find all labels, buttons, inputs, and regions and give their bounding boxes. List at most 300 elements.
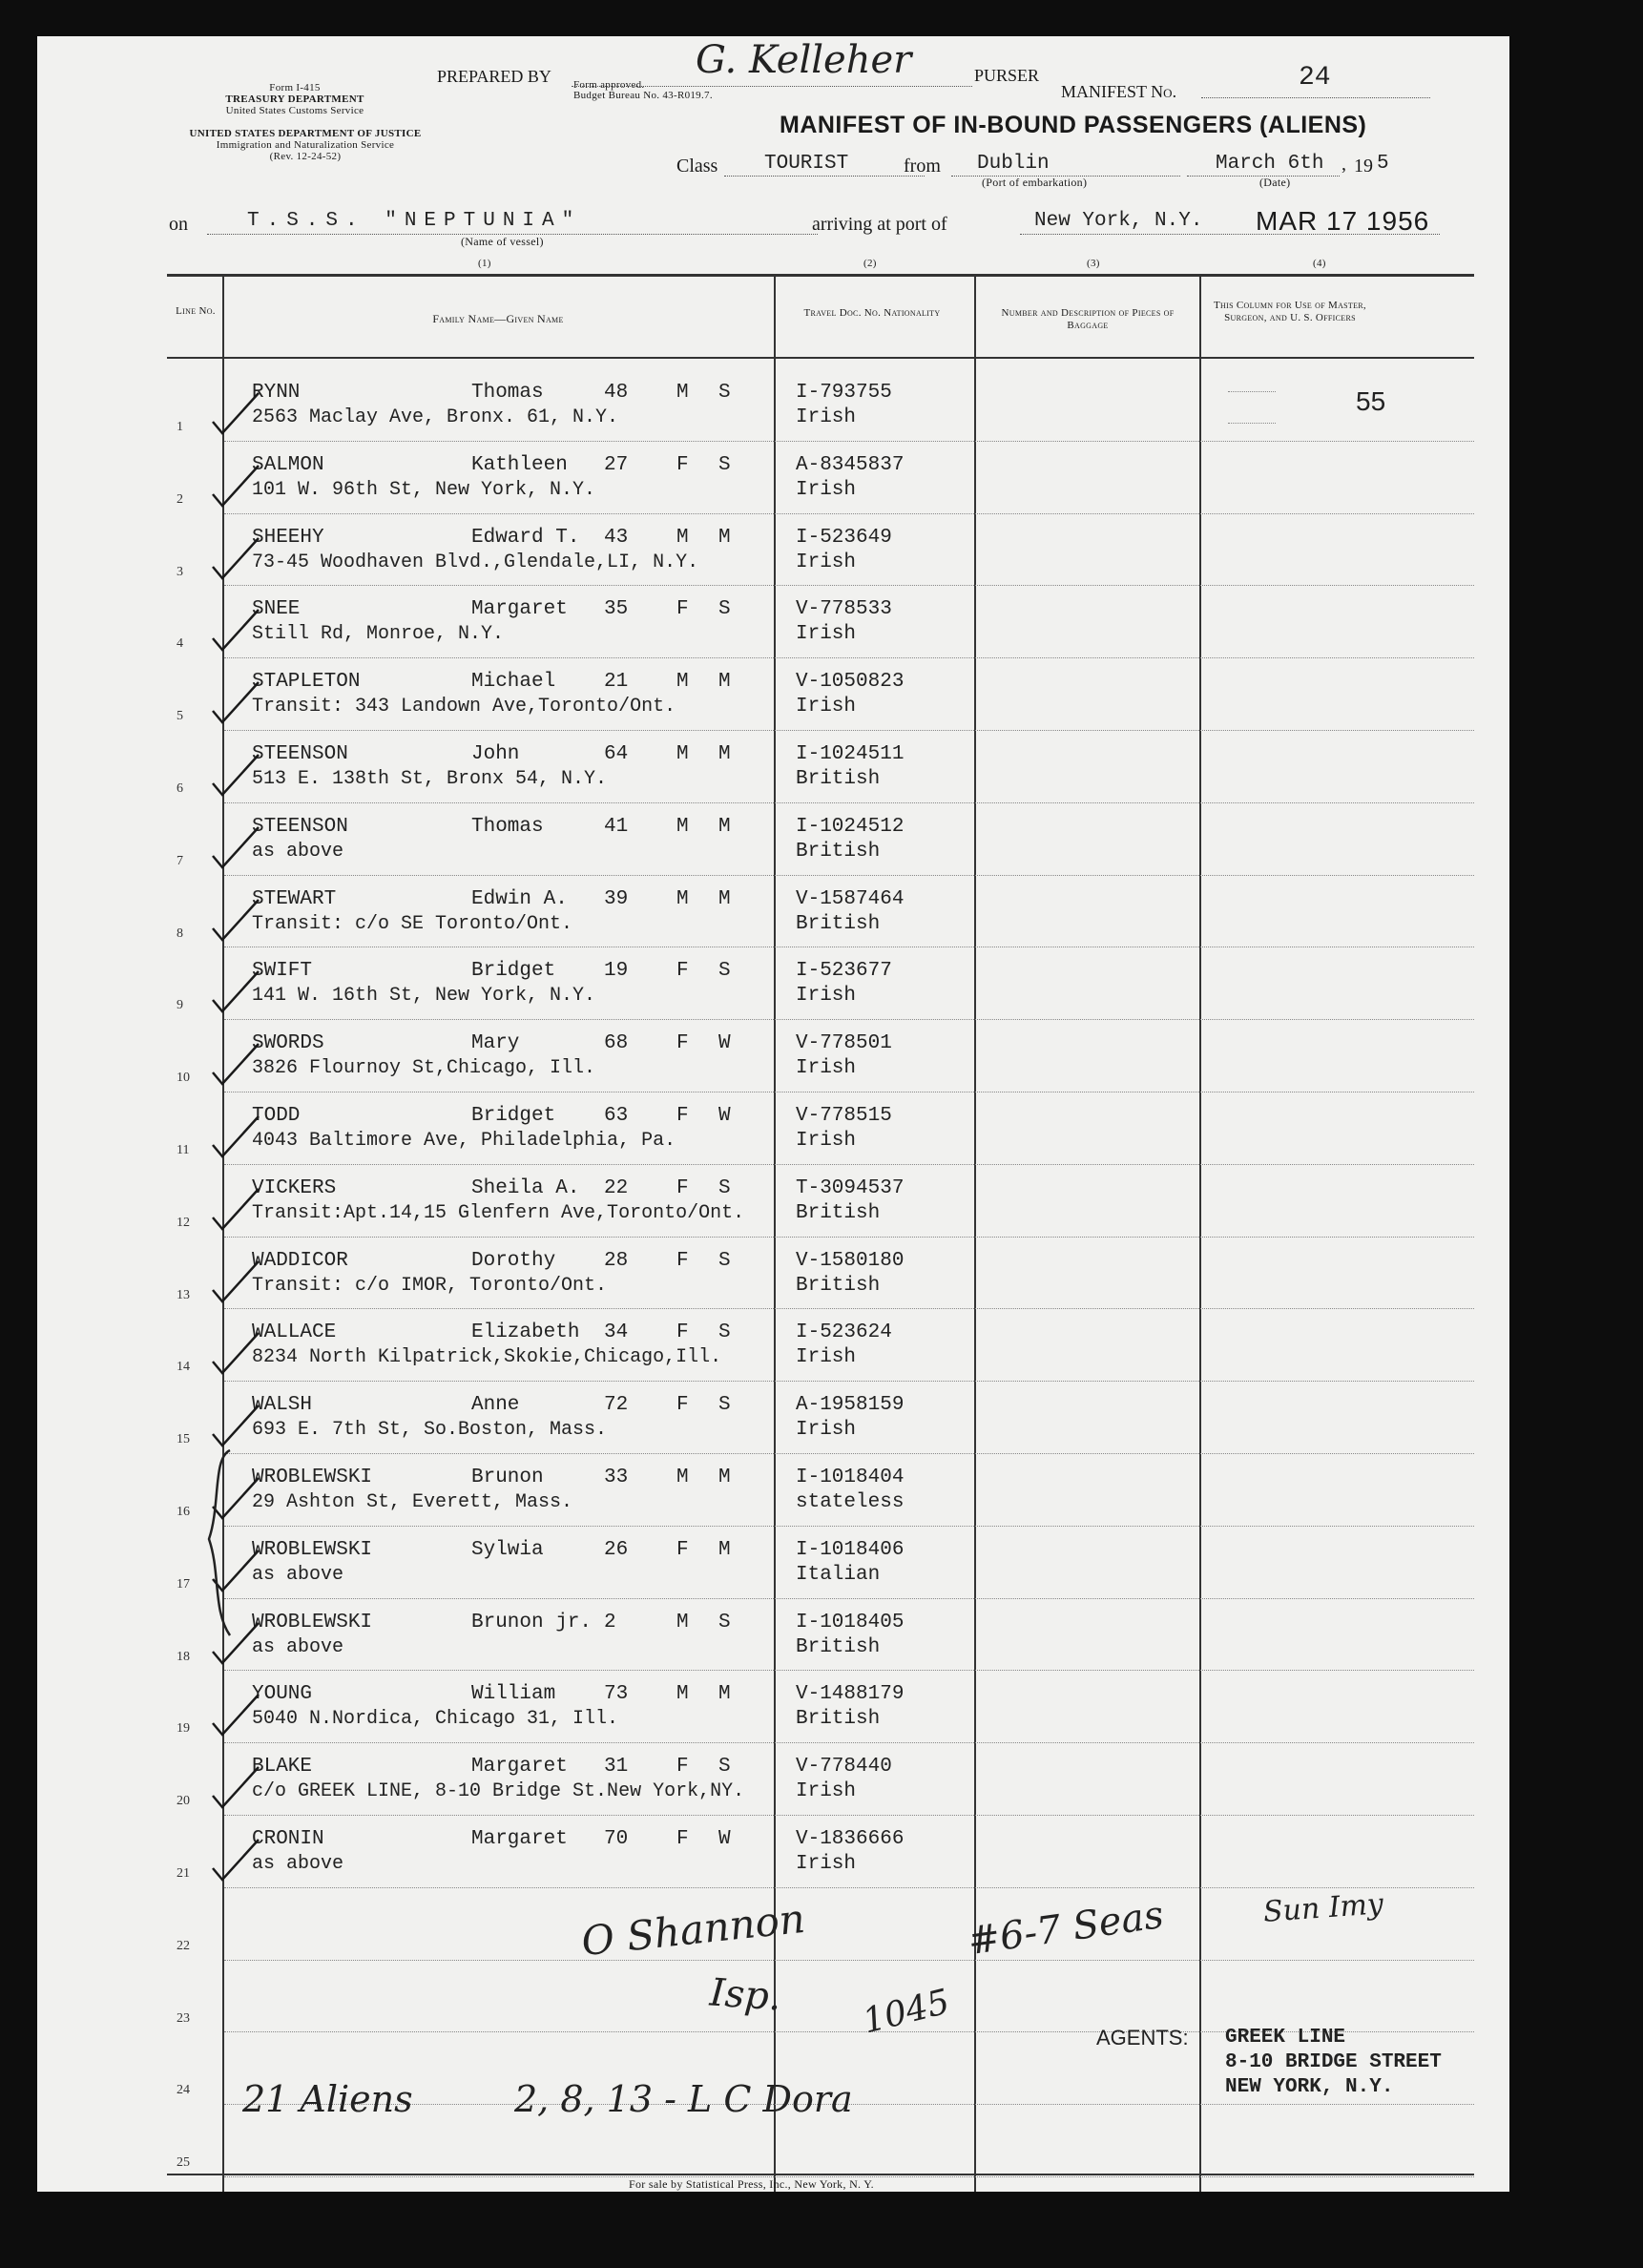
family-name: SWORDS xyxy=(252,1032,324,1055)
agents-label: AGENTS: xyxy=(1096,2026,1189,2050)
approval-line: Form approved. xyxy=(573,79,645,91)
travel-doc-no: I-793755 xyxy=(796,382,892,404)
check-mark-icon xyxy=(207,1402,264,1449)
date-value: March 6th xyxy=(1216,153,1324,175)
family-name: BLAKE xyxy=(252,1756,313,1779)
age: 19 xyxy=(604,960,629,983)
line-number: 8 xyxy=(177,926,183,941)
row-rule xyxy=(224,1237,1474,1238)
on-label: on xyxy=(169,214,188,235)
family-name: VICKERS xyxy=(252,1176,337,1199)
sex: M xyxy=(676,743,689,765)
given-name: Thomas xyxy=(471,815,544,838)
age: 73 xyxy=(604,1683,629,1706)
form-line: TREASURY DEPARTMENT xyxy=(225,94,364,105)
address: 2563 Maclay Ave, Bronx. 61, N.Y. xyxy=(252,406,619,428)
nationality: British xyxy=(796,912,881,935)
age: 26 xyxy=(604,1538,629,1561)
column-number-3: (3) xyxy=(1087,258,1100,269)
form-id-block-2 xyxy=(167,128,444,162)
family-name: STEENSON xyxy=(252,743,348,765)
table-row xyxy=(37,1746,1509,1819)
nationality: Irish xyxy=(796,623,857,646)
marital-status: S xyxy=(718,960,731,983)
age: 31 xyxy=(604,1756,629,1779)
check-mark-icon xyxy=(207,751,264,799)
family-name: RYNN xyxy=(252,382,301,404)
travel-doc-no: I-1018405 xyxy=(796,1611,905,1633)
lines-note: 2, 8, 13 - L C Dora xyxy=(514,2078,853,2120)
nationality: Irish xyxy=(796,551,857,573)
age: 39 xyxy=(604,887,629,910)
age: 72 xyxy=(604,1394,629,1417)
given-name: Kathleen xyxy=(471,453,568,476)
sex: M xyxy=(676,1611,689,1633)
check-mark-icon xyxy=(207,1040,264,1088)
sex: F xyxy=(676,1176,689,1199)
given-name: John xyxy=(471,743,520,765)
address: 101 W. 96th St, New York, N.Y. xyxy=(252,478,596,501)
address: as above xyxy=(252,840,344,863)
form-line: United States Customs Service xyxy=(225,105,364,116)
address: 8234 North Kilpatrick,Skokie,Chicago,Ill. xyxy=(252,1346,722,1369)
family-name: STEENSON xyxy=(252,815,348,838)
travel-doc-no: V-1836666 xyxy=(796,1828,905,1850)
check-mark-icon xyxy=(207,462,264,510)
address: 141 W. 16th St, New York, N.Y. xyxy=(252,985,596,1008)
sex: F xyxy=(676,598,689,621)
row-rule xyxy=(224,1815,1474,1816)
alien-count-note: 21 Aliens xyxy=(242,2078,413,2120)
given-name: Edward T. xyxy=(471,526,580,549)
family-name: SALMON xyxy=(252,453,324,476)
travel-doc-no: V-1587464 xyxy=(796,887,905,910)
address: 73-45 Woodhaven Blvd.,Glendale,LI, N.Y. xyxy=(252,551,699,573)
row-rule xyxy=(224,441,1474,442)
row-rule xyxy=(224,1453,1474,1454)
given-name: Dorothy xyxy=(471,1249,556,1272)
check-mark-icon xyxy=(207,1258,264,1305)
form-line: UNITED STATES DEPARTMENT OF JUSTICE xyxy=(189,128,422,139)
line-number: 16 xyxy=(177,1505,190,1519)
sex: M xyxy=(676,1683,689,1706)
family-name: TODD xyxy=(252,1105,301,1127)
nationality: Italian xyxy=(796,1563,881,1586)
line-number: 19 xyxy=(177,1721,190,1737)
date-caption: (Date) xyxy=(1259,176,1291,189)
line-number: 3 xyxy=(177,564,183,579)
table-top-rule xyxy=(167,274,1474,277)
nationality: Irish xyxy=(796,985,857,1008)
line-number: 13 xyxy=(177,1287,190,1302)
table-row xyxy=(37,1240,1509,1313)
manifest-title: MANIFEST OF IN-BOUND PASSENGERS (ALIENS) xyxy=(780,112,1367,138)
officer-dash xyxy=(1228,391,1276,392)
marital-status: S xyxy=(718,382,731,404)
line-number: 5 xyxy=(177,709,183,724)
given-name: Margaret xyxy=(471,1828,568,1850)
given-name: Bridget xyxy=(471,1105,556,1127)
line-number: 4 xyxy=(177,636,183,652)
line-number: 21 xyxy=(177,1866,190,1881)
arriving-label: arriving at port of xyxy=(812,214,947,235)
check-mark-icon xyxy=(207,389,264,437)
table-row xyxy=(37,445,1509,517)
class-label: Class xyxy=(676,156,718,177)
age: 43 xyxy=(604,526,629,549)
manifest-no-line xyxy=(1201,97,1430,98)
age: 63 xyxy=(604,1105,629,1127)
given-name: Michael xyxy=(471,671,556,694)
marital-status: W xyxy=(718,1828,731,1850)
travel-doc-no: I-523677 xyxy=(796,960,892,983)
port-caption: (Port of embarkation) xyxy=(982,176,1088,189)
check-mark-icon xyxy=(207,606,264,654)
prepared-by-signature: G. Kelleher xyxy=(696,38,912,82)
vessel-caption: (Name of vessel) xyxy=(461,235,544,248)
age: 22 xyxy=(604,1176,629,1199)
form-line: Immigration and Naturalization Service xyxy=(216,139,395,151)
age: 35 xyxy=(604,598,629,621)
marital-status: S xyxy=(718,1611,731,1633)
row-rule xyxy=(224,1742,1474,1743)
nationality: Irish xyxy=(796,406,857,428)
age: 21 xyxy=(604,671,629,694)
table-row xyxy=(37,950,1509,1023)
table-bottom-rule xyxy=(167,2174,1474,2175)
marital-status: S xyxy=(718,1756,731,1779)
travel-doc-no: V-778440 xyxy=(796,1756,892,1779)
line-number: 24 xyxy=(177,2083,190,2098)
officer-dash xyxy=(1228,423,1276,424)
table-row xyxy=(37,1312,1509,1384)
from-value: Dublin xyxy=(977,153,1050,175)
travel-doc-no: A-8345837 xyxy=(796,453,905,476)
table-row xyxy=(37,1674,1509,1746)
line-number: 14 xyxy=(177,1360,190,1375)
sex: M xyxy=(676,671,689,694)
nationality: British xyxy=(796,768,881,790)
date-comma: , xyxy=(1341,154,1346,175)
given-name: Thomas xyxy=(471,382,544,404)
table-row xyxy=(37,372,1509,445)
marital-status: S xyxy=(718,1321,731,1344)
agent-line: GREEK LINE xyxy=(1225,2027,1346,2049)
check-mark-icon xyxy=(207,1185,264,1233)
family-name: SWIFT xyxy=(252,960,313,983)
marital-status: M xyxy=(718,743,731,765)
given-name: Brunon jr. xyxy=(471,1611,593,1633)
sex: F xyxy=(676,1105,689,1127)
row-rule xyxy=(224,1670,1474,1671)
address: Still Rd, Monroe, N.Y. xyxy=(252,623,505,646)
table-row xyxy=(37,1457,1509,1529)
nationality: Irish xyxy=(796,1419,857,1442)
table-row xyxy=(37,517,1509,590)
row-rule xyxy=(224,1308,1474,1309)
nationality: Irish xyxy=(796,1853,857,1875)
given-name: Margaret xyxy=(471,598,568,621)
age: 27 xyxy=(604,453,629,476)
table-row xyxy=(37,1168,1509,1240)
age: 28 xyxy=(604,1249,629,1272)
line-number: 17 xyxy=(177,1576,190,1592)
nationality: Irish xyxy=(796,1780,857,1803)
marital-status: M xyxy=(718,671,731,694)
address: Transit: c/o SE Toronto/Ont. xyxy=(252,912,573,935)
line-number: 12 xyxy=(177,1215,190,1230)
address: as above xyxy=(252,1563,344,1586)
column-header-line-no: Line No. xyxy=(176,305,216,317)
travel-doc-no: T-3094537 xyxy=(796,1176,905,1199)
marital-status: S xyxy=(718,453,731,476)
number-note: 1045 xyxy=(859,1982,954,2042)
travel-doc-no: I-523624 xyxy=(796,1321,892,1344)
vessel-value: T.S.S. "NEPTUNIA" xyxy=(247,210,582,232)
family-name: SHEEHY xyxy=(252,526,324,549)
approval-line: Budget Bureau No. 43-R019.7. xyxy=(573,90,713,101)
check-mark-icon xyxy=(207,1113,264,1160)
nationality: British xyxy=(796,1708,881,1731)
agent-line: NEW YORK, N.Y. xyxy=(1225,2076,1394,2098)
line-number: 6 xyxy=(177,781,183,796)
family-name: STEWART xyxy=(252,887,337,910)
arrival-date-stamp: MAR 17 1956 xyxy=(1256,206,1430,236)
table-row xyxy=(37,734,1509,806)
class-value: TOURIST xyxy=(764,153,849,175)
nationality: Irish xyxy=(796,1130,857,1152)
sex: F xyxy=(676,1828,689,1850)
travel-doc-no: V-778501 xyxy=(796,1032,892,1055)
sex: F xyxy=(676,1321,689,1344)
check-mark-icon xyxy=(207,678,264,726)
row-rule xyxy=(224,513,1474,514)
line-number: 11 xyxy=(177,1143,190,1157)
family-name: WROBLEWSKI xyxy=(252,1611,373,1633)
nationality: Irish xyxy=(796,696,857,718)
given-name: Edwin A. xyxy=(471,887,568,910)
signature-shannon: O Shannon xyxy=(579,1894,808,1966)
from-label: from xyxy=(904,156,941,177)
family-name: WROBLEWSKI xyxy=(252,1467,373,1488)
marital-status: W xyxy=(718,1032,731,1055)
class-line xyxy=(724,176,925,177)
row-rule xyxy=(224,1381,1474,1382)
note-far: Sun Imy xyxy=(1261,1887,1385,1929)
nationality: British xyxy=(796,1201,881,1224)
travel-doc-no: I-1018406 xyxy=(796,1538,905,1561)
marital-status: S xyxy=(718,1249,731,1272)
nationality: Irish xyxy=(796,1057,857,1080)
line-number: 25 xyxy=(177,2155,190,2171)
row-rule xyxy=(224,1887,1474,1888)
row-rule xyxy=(224,657,1474,658)
family-name: CRONIN xyxy=(252,1828,324,1850)
sex: F xyxy=(676,960,689,983)
line-number: 7 xyxy=(177,853,183,868)
given-name: Elizabeth xyxy=(471,1321,580,1344)
age: 48 xyxy=(604,382,629,404)
family-name: WALSH xyxy=(252,1394,313,1417)
travel-doc-no: I-1024512 xyxy=(796,815,905,838)
family-bracket xyxy=(199,1448,238,1639)
address: 4043 Baltimore Ave, Philadelphia, Pa. xyxy=(252,1130,676,1152)
address: as above xyxy=(252,1635,344,1658)
family-name: WADDICOR xyxy=(252,1249,348,1272)
travel-doc-no: I-523649 xyxy=(796,526,892,549)
sex: M xyxy=(676,887,689,910)
arrival-port: New York, N.Y. xyxy=(1034,210,1203,232)
table-row xyxy=(37,1384,1509,1457)
address: 29 Ashton St, Everett, Mass. xyxy=(252,1491,573,1513)
manifest-sheet xyxy=(37,36,1509,2192)
given-name: Brunon xyxy=(471,1467,544,1488)
form-line: (Rev. 12-24-52) xyxy=(269,151,342,162)
sex: F xyxy=(676,1032,689,1055)
sex: F xyxy=(676,1756,689,1779)
marital-status: S xyxy=(718,1394,731,1417)
address: c/o GREEK LINE, 8-10 Bridge St.New York,NY. xyxy=(252,1780,745,1803)
agent-line: 8-10 BRIDGE STREET xyxy=(1225,2051,1442,2073)
line-number: 10 xyxy=(177,1071,190,1086)
table-row xyxy=(37,1529,1509,1602)
row-rule xyxy=(224,1598,1474,1599)
check-mark-icon xyxy=(207,1329,264,1377)
table-row xyxy=(37,1095,1509,1168)
line-number: 23 xyxy=(177,2010,190,2026)
given-name: Anne xyxy=(471,1394,520,1417)
year-suffix: 5 xyxy=(1377,153,1389,175)
nationality: British xyxy=(796,1274,881,1297)
line-number: 18 xyxy=(177,1649,190,1664)
given-name: Sheila A. xyxy=(471,1176,580,1199)
address: 3826 Flournoy St,Chicago, Ill. xyxy=(252,1057,596,1080)
age: 2 xyxy=(604,1611,616,1633)
age: 70 xyxy=(604,1828,629,1850)
column-number-2: (2) xyxy=(863,258,877,269)
nationality: British xyxy=(796,1635,881,1658)
sex: M xyxy=(676,382,689,404)
check-mark-icon xyxy=(207,1763,264,1811)
column-number-4: (4) xyxy=(1313,258,1326,269)
nationality: Irish xyxy=(796,478,857,501)
table-row xyxy=(37,1819,1509,1891)
address: Transit:Apt.14,15 Glenfern Ave,Toronto/Ont. xyxy=(252,1201,745,1224)
row-rule xyxy=(224,730,1474,731)
address: as above xyxy=(252,1853,344,1875)
age: 68 xyxy=(604,1032,629,1055)
address: 513 E. 138th St, Bronx 54, N.Y. xyxy=(252,768,608,790)
purser-label: PURSER xyxy=(974,66,1040,85)
travel-doc-no: V-778515 xyxy=(796,1105,892,1127)
check-mark-icon xyxy=(207,896,264,944)
marital-status: S xyxy=(718,598,731,621)
given-name: William xyxy=(471,1683,556,1706)
sex: M xyxy=(676,1467,689,1488)
footer-note: For sale by Statistical Press, Inc., New York, N. Y. xyxy=(629,2177,874,2191)
marital-status: M xyxy=(718,1467,731,1488)
marital-status: M xyxy=(718,887,731,910)
table-row xyxy=(37,806,1509,879)
row-rule xyxy=(224,1526,1474,1527)
marital-status: M xyxy=(718,1683,731,1706)
given-name: Bridget xyxy=(471,960,556,983)
check-mark-icon xyxy=(207,534,264,582)
travel-doc-no: V-778533 xyxy=(796,598,892,621)
sex: F xyxy=(676,453,689,476)
form-id-block xyxy=(185,82,405,116)
travel-doc-no: V-1050823 xyxy=(796,671,905,694)
approval-note xyxy=(573,80,713,101)
family-name: WROBLEWSKI xyxy=(252,1538,373,1561)
manifest-no-value: 24 xyxy=(1299,63,1331,93)
sex: F xyxy=(676,1394,689,1417)
marital-status: M xyxy=(718,815,731,838)
travel-doc-no: A-1958159 xyxy=(796,1394,905,1417)
column-header-name: Family Name—Given Name xyxy=(432,312,564,325)
address: 5040 N.Nordica, Chicago 31, Ill. xyxy=(252,1708,619,1731)
row-rule xyxy=(224,802,1474,803)
sex: F xyxy=(676,1249,689,1272)
table-row xyxy=(37,1602,1509,1675)
given-name: Sylwia xyxy=(471,1538,544,1561)
age: 33 xyxy=(604,1467,629,1488)
address: Transit: c/o IMOR, Toronto/Ont. xyxy=(252,1274,608,1297)
travel-doc-no: V-1488179 xyxy=(796,1683,905,1706)
row-rule xyxy=(224,585,1474,586)
officer-note: 55 xyxy=(1356,386,1386,416)
family-name: SNEE xyxy=(252,598,301,621)
given-name: Margaret xyxy=(471,1756,568,1779)
sex: F xyxy=(676,1538,689,1561)
check-mark-icon xyxy=(207,1691,264,1738)
address: Transit: 343 Landown Ave,Toronto/Ont. xyxy=(252,696,676,718)
table-row xyxy=(37,879,1509,951)
column-header-officers: This Column for Use of Master, Surgeon, and U. S. Officers xyxy=(1214,300,1366,323)
line-number: 1 xyxy=(177,420,183,434)
signature-isp: Isp. xyxy=(708,1970,783,2020)
line-number: 15 xyxy=(177,1432,190,1447)
row-rule xyxy=(224,1019,1474,1020)
family-name: YOUNG xyxy=(252,1683,313,1706)
row-rule xyxy=(224,1164,1474,1165)
nationality: British xyxy=(796,840,881,863)
sex: M xyxy=(676,526,689,549)
sex: M xyxy=(676,815,689,838)
marital-status: M xyxy=(718,526,731,549)
column-header-travel-doc: Travel Doc. No. Nationality xyxy=(803,307,941,319)
age: 64 xyxy=(604,743,629,765)
age: 34 xyxy=(604,1321,629,1344)
family-name: WALLACE xyxy=(252,1321,337,1344)
line-number: 9 xyxy=(177,998,183,1013)
address: 693 E. 7th St, So.Boston, Mass. xyxy=(252,1419,608,1442)
year-prefix: 19 xyxy=(1354,156,1373,177)
manifest-no-label: MANIFEST No. xyxy=(1061,82,1177,101)
given-name: Mary xyxy=(471,1032,520,1055)
column-number-1: (1) xyxy=(478,258,491,269)
note-seas: #6-7 Seas xyxy=(965,1892,1167,1965)
nationality: Irish xyxy=(796,1346,857,1369)
line-number: 20 xyxy=(177,1794,190,1809)
check-mark-icon xyxy=(207,823,264,871)
check-mark-icon xyxy=(207,968,264,1015)
nationality: stateless xyxy=(796,1491,905,1513)
table-row xyxy=(37,1023,1509,1095)
marital-status: M xyxy=(718,1538,731,1561)
family-name: STAPLETON xyxy=(252,671,361,694)
line-number: 22 xyxy=(177,1938,190,1953)
